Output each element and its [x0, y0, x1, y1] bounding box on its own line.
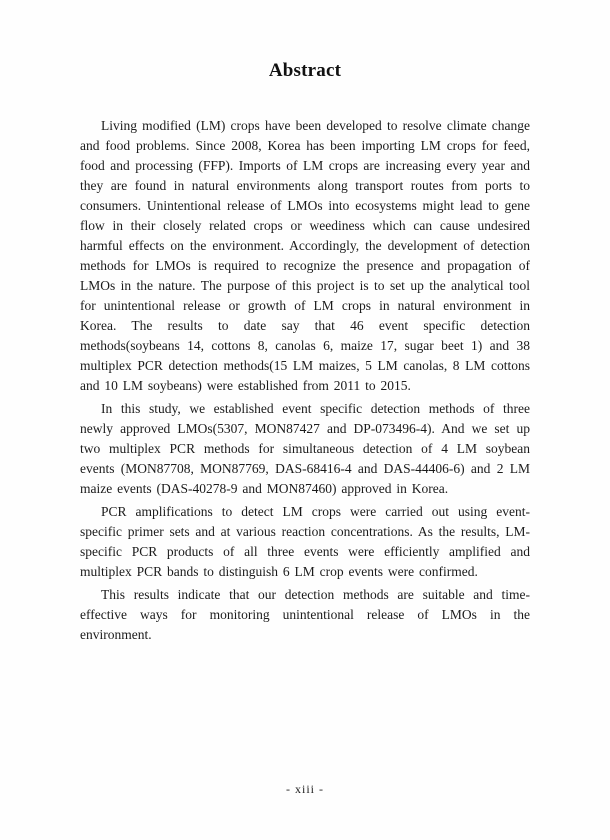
abstract-paragraph: Living modified (LM) crops have been developed to resolve climate change and food problems. Since 2008, Korea has been importing LM crops for feed, food and processing (FFP). Imports of LM crops are increasing every year and they are found in natural environments along transport routes from ports to consumers. Unintentional release of LMOs into ecosystems might lead to gene flow in their closely related crops or weediness which can cause undesired harmful effects on the environment. Accordingly, the development of detection methods for LMOs is required to recognize the presence and propagation of LMOs in the nature. The purpose of this project is to set up the analytical tool for unintentional release or growth of LM crops in natural environment in Korea. The results to date say that 46 event specific detection methods(soybeans 14, cottons 8, canolas 6, maize 17, sugar beet 1) and 38 multiplex PCR detection methods(15 LM maizes, 5 LM canolas, 8 LM cottons and 10 LM soybeans) were established from 2011 to 2015. [80, 118, 530, 393]
abstract-paragraph: In this study, we established event specific detection methods of three newly approved LMOs(5307, MON87427 and DP-073496-4). And we set up two multiplex PCR methods for simultaneous detection of 4 LM soybean events (MON87708, MON87769, DAS-68416-4 and DAS-44406-6) and 2 LM maize events (DAS-40278-9 and MON87460) approved in Korea. [80, 401, 530, 496]
abstract-paragraph: This results indicate that our detection methods are suitable and time-effective ways for monitoring unintentional release of LMOs in the environment. [80, 587, 530, 642]
page-title: Abstract [268, 60, 342, 81]
abstract-body [80, 116, 530, 645]
abstract-paragraph: PCR amplifications to detect LM crops were carried out using event-specific primer sets and at various reaction concentrations. As the results, LM-specific PCR products of all three events were efficiently amplified and multiplex PCR bands to distinguish 6 LM crop events were confirmed. [80, 504, 530, 579]
page-number: - xiii - [286, 782, 324, 796]
